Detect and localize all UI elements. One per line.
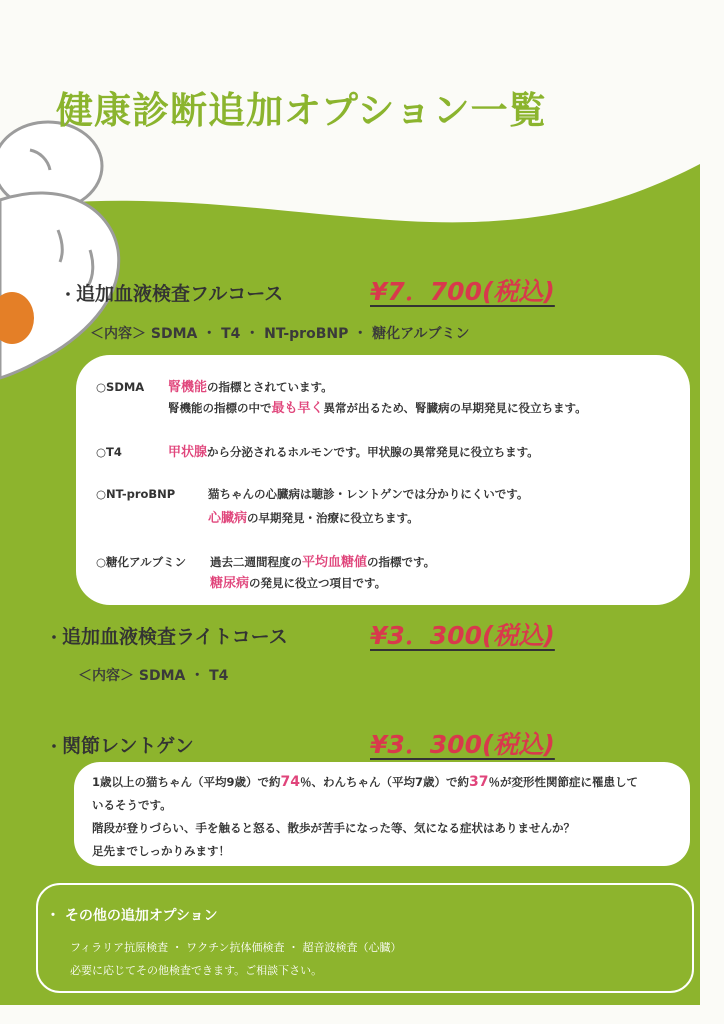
joint-xray-name: 関節レントゲン: [62, 735, 194, 757]
highlight: 甲状腺: [168, 445, 208, 460]
joint-xray-heading: [46, 731, 194, 758]
light-course-heading: [46, 622, 288, 649]
light-course-price: ¥3．300(税込): [370, 621, 555, 650]
full-course-price: ¥7．700(税込): [370, 277, 555, 306]
highlight: 心臓病: [208, 511, 248, 526]
detail-glycoalbumin-line2: [210, 572, 386, 591]
joint-text-line3: 階段が登りづらい、手を触ると怒る、散歩が苦手になった等、気になる症状はありませんか？: [92, 821, 575, 835]
light-course-contents: ＜内容＞ SDMA ・ T4: [78, 668, 229, 684]
pct-dog: 37: [469, 774, 489, 790]
light-course-name: 追加血液検査ライトコース: [62, 626, 288, 648]
item-text: の早期発見・治療に役立ちます。: [247, 511, 419, 525]
bullet: ・: [46, 628, 63, 647]
detail-ntprobnp: [96, 486, 528, 502]
item-label: ○NT-proBNP: [96, 487, 176, 501]
detail-t4: [96, 441, 539, 460]
full-course-name: 追加血液検査フルコース: [76, 283, 284, 305]
item-text: 腎機能の指標の中で: [168, 401, 272, 415]
joint-text: 1歳以上の猫ちゃん（平均9歳）で約: [92, 775, 281, 789]
other-options-title: ・ その他の追加オプション: [46, 908, 218, 924]
item-text: 猫ちゃんの心臓病は聴診・レントゲンでは分かりにくいです。: [208, 487, 529, 501]
page-title: 健康診断追加オプション一覧: [56, 89, 547, 132]
joint-text-line2: いるそうです。: [92, 798, 172, 812]
highlight: 最も早く: [271, 401, 324, 416]
joint-text-line4: 足先までしっかりみます！: [92, 844, 230, 858]
detail-sdma-line2: [168, 397, 587, 416]
item-text: の発見に役立つ項目です。: [249, 576, 387, 590]
bullet: ・: [46, 737, 63, 756]
item-text: 異常が出るため、腎臓病の早期発見に役立ちます。: [323, 401, 587, 415]
other-options-list: フィラリア抗原検査 ・ ワクチン抗体価検査 ・ 超音波検査（心臓）: [70, 941, 402, 954]
item-text: の指標です。: [367, 555, 436, 569]
item-text: の指標とされています。: [207, 380, 333, 394]
full-course-heading: [60, 279, 283, 306]
item-label: ○SDMA: [96, 380, 145, 394]
bullet: ・: [60, 285, 77, 304]
other-options-note: 必要に応じてその他検査できます。ご相談下さい。: [70, 964, 323, 977]
detail-ntprobnp-line2: [208, 507, 419, 526]
item-text: 過去二週間程度の: [210, 555, 302, 569]
highlight: 腎機能: [168, 380, 208, 395]
highlight: 糖尿病: [210, 576, 250, 591]
item-label: ○糖化アルブミン: [96, 555, 187, 569]
joint-text-line1: [92, 774, 638, 790]
joint-text: ％が変形性関節症に罹患して: [488, 775, 638, 789]
item-text: から分泌されるホルモンです。甲状腺の異常発見に役立ちます。: [207, 445, 539, 459]
full-course-contents: ＜内容＞ SDMA ・ T4 ・ NT-proBNP ・ 糖化アルブミン: [90, 326, 470, 342]
joint-xray-price: ¥3．300(税込): [370, 730, 555, 759]
pct-cat: 74: [280, 774, 300, 790]
highlight: 平均血糖値: [302, 555, 368, 570]
item-label: ○T4: [96, 445, 122, 459]
joint-text: ％、わんちゃん（平均7歳）で約: [300, 775, 469, 789]
detail-glycoalbumin: [96, 551, 435, 570]
detail-sdma: [96, 376, 333, 395]
